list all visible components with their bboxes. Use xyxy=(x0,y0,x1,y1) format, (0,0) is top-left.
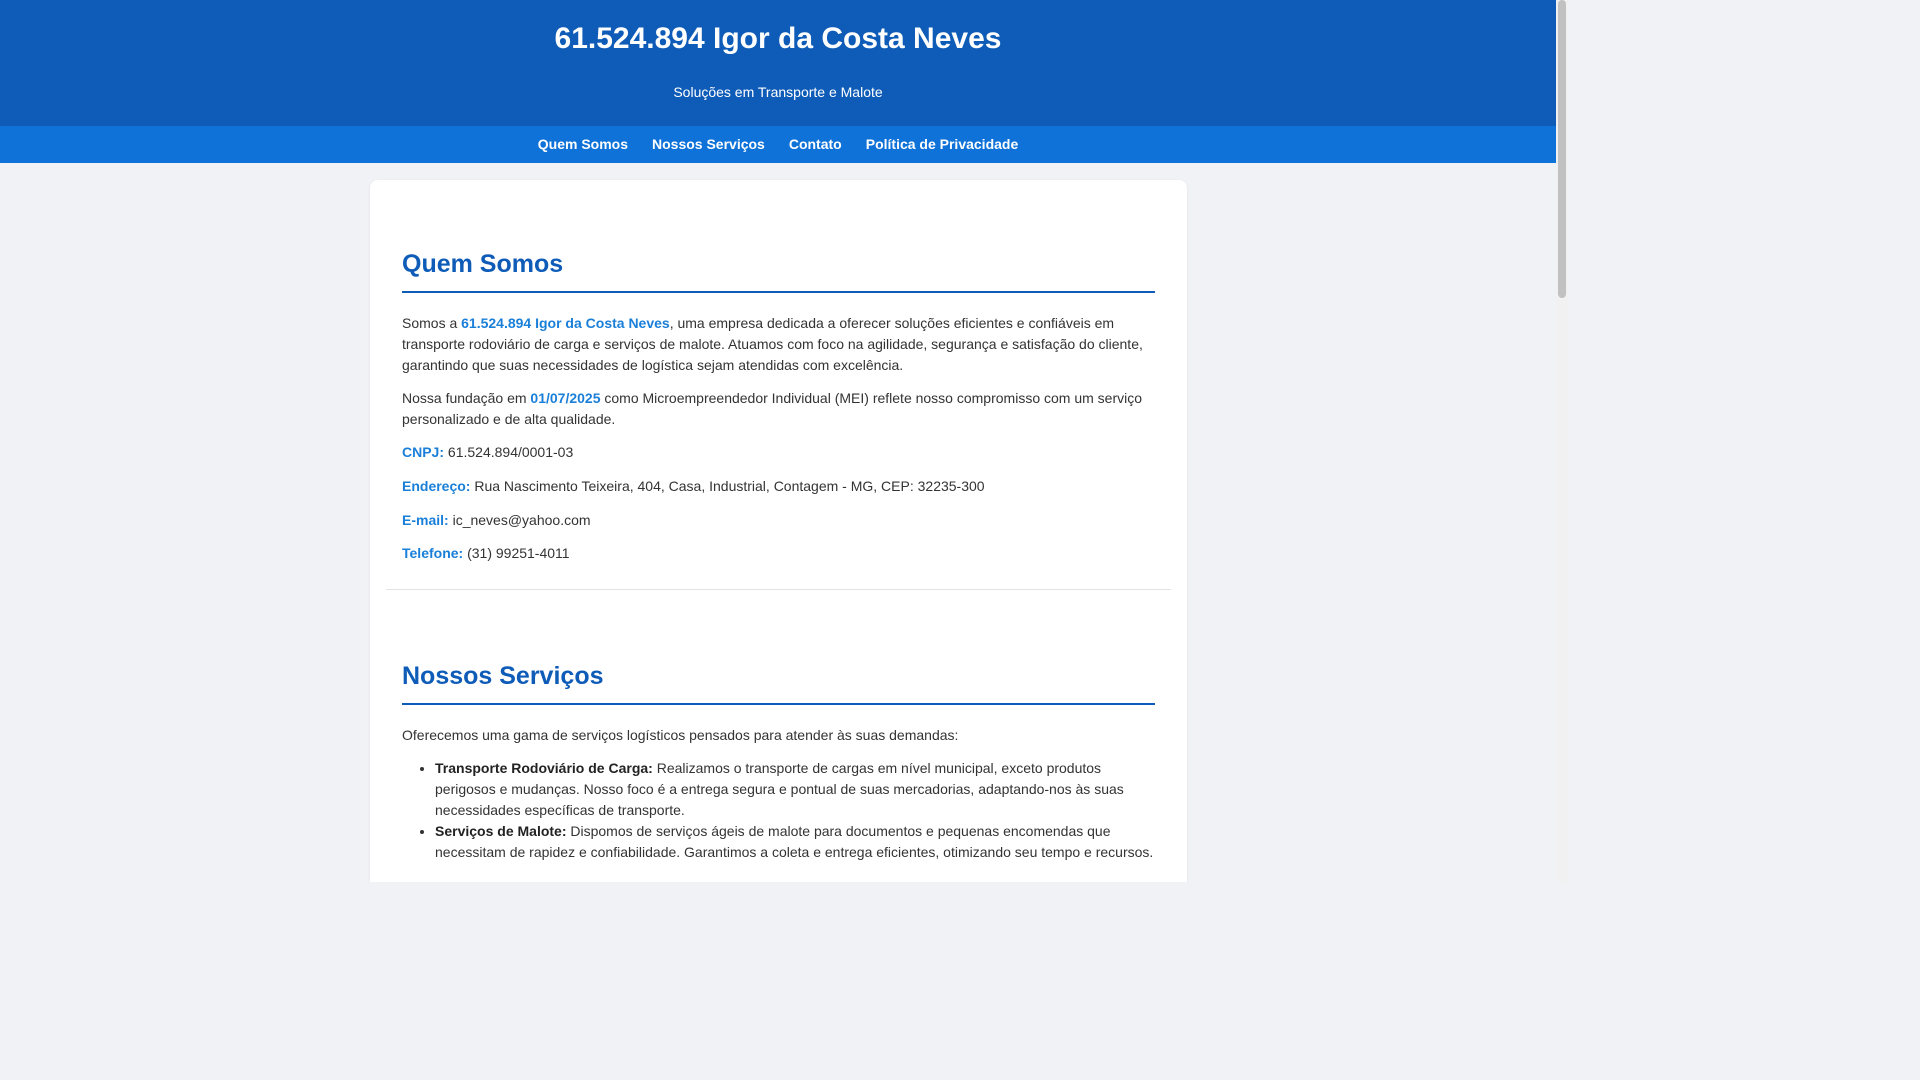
content-card xyxy=(370,180,1187,882)
company-name-highlight: 61.524.894 Igor da Costa Neves xyxy=(461,315,670,331)
founding-date-highlight: 01/07/2025 xyxy=(530,390,601,406)
phone-value: (31) 99251-4011 xyxy=(463,545,570,561)
service-title-transporte: Transporte Rodoviário de Carga: xyxy=(435,760,653,776)
about-p1-suffix: , uma empresa dedicada a oferecer soluções eficientes e confiáveis em transporte rodoviário de carga e serviços de malote. Atuamos com foco na agilidade, segurança e satisfação do cliente, garantindo que suas necessidades de logística sejam atendidas com excelência. xyxy=(402,315,1143,373)
service-item-malote xyxy=(435,821,1155,863)
services-intro: Oferecemos uma gama de serviços logísticos pensados para atender às suas demandas: xyxy=(402,727,959,743)
service-text-malote: Dispomos de serviços ágeis de malote para documentos e pequenas encomendas que necessitam de rapidez e confiabilidade. Garantimos a coleta e entrega eficientes, otimizando seu tempo e recursos. xyxy=(435,823,1154,860)
about-paragraph-1 xyxy=(402,313,1155,376)
section-quem-somos xyxy=(370,180,1187,564)
phone-line xyxy=(402,543,1155,564)
about-paragraph-2 xyxy=(402,388,1155,430)
nav-link-politica-privacidade[interactable]: Política de Privacidade xyxy=(865,136,1019,152)
nav-link-quem-somos[interactable]: Quem Somos xyxy=(537,136,628,152)
service-text-transporte: Realizamos o transporte de cargas em nível municipal, exceto produtos perigosos e mudanças. Nosso foco é a entrega segura e pontual de suas mercadorias, adaptando-nos às suas necessidades específicas de transporte. xyxy=(435,760,1124,818)
cnpj-value: 61.524.894/0001-03 xyxy=(444,444,574,460)
phone-label: Telefone: xyxy=(402,545,464,561)
site-title: 61.524.894 Igor da Costa Neves xyxy=(554,22,1002,55)
address-line xyxy=(402,476,1155,497)
section-nossos-servicos xyxy=(370,590,1187,863)
section-heading-quem-somos: Quem Somos xyxy=(402,250,1155,293)
cnpj-label: CNPJ: xyxy=(402,444,445,460)
about-p2-prefix: Nossa fundação em xyxy=(402,390,531,406)
services-list xyxy=(402,758,1155,863)
main-nav xyxy=(0,126,1556,163)
email-label: E-mail: xyxy=(402,512,449,528)
section-heading-nossos-servicos: Nossos Serviços xyxy=(402,662,1155,705)
service-title-malote: Serviços de Malote: xyxy=(435,823,567,839)
email-value: ic_neves@yahoo.com xyxy=(448,512,591,528)
address-value: Rua Nascimento Teixeira, 404, Casa, Industrial, Contagem - MG, CEP: 32235-300 xyxy=(470,478,985,494)
about-p2-suffix: como Microempreendedor Individual (MEI) reflete nosso compromisso com um serviço personalizado e de alta qualidade. xyxy=(402,390,1143,427)
scrollbar-thumb[interactable] xyxy=(1558,0,1566,298)
address-label: Endereço: xyxy=(402,478,471,494)
nav-link-contato[interactable]: Contato xyxy=(788,136,842,152)
cnpj-line xyxy=(402,442,1155,463)
email-line xyxy=(402,510,1155,531)
site-tagline: Soluções em Transporte e Malote xyxy=(673,84,883,100)
service-item-transporte xyxy=(435,758,1155,821)
vertical-scrollbar[interactable] xyxy=(1556,0,1568,882)
nav-link-nossos-servicos[interactable]: Nossos Serviços xyxy=(652,136,765,152)
about-p1-prefix: Somos a xyxy=(402,315,462,331)
site-header xyxy=(0,0,1556,126)
